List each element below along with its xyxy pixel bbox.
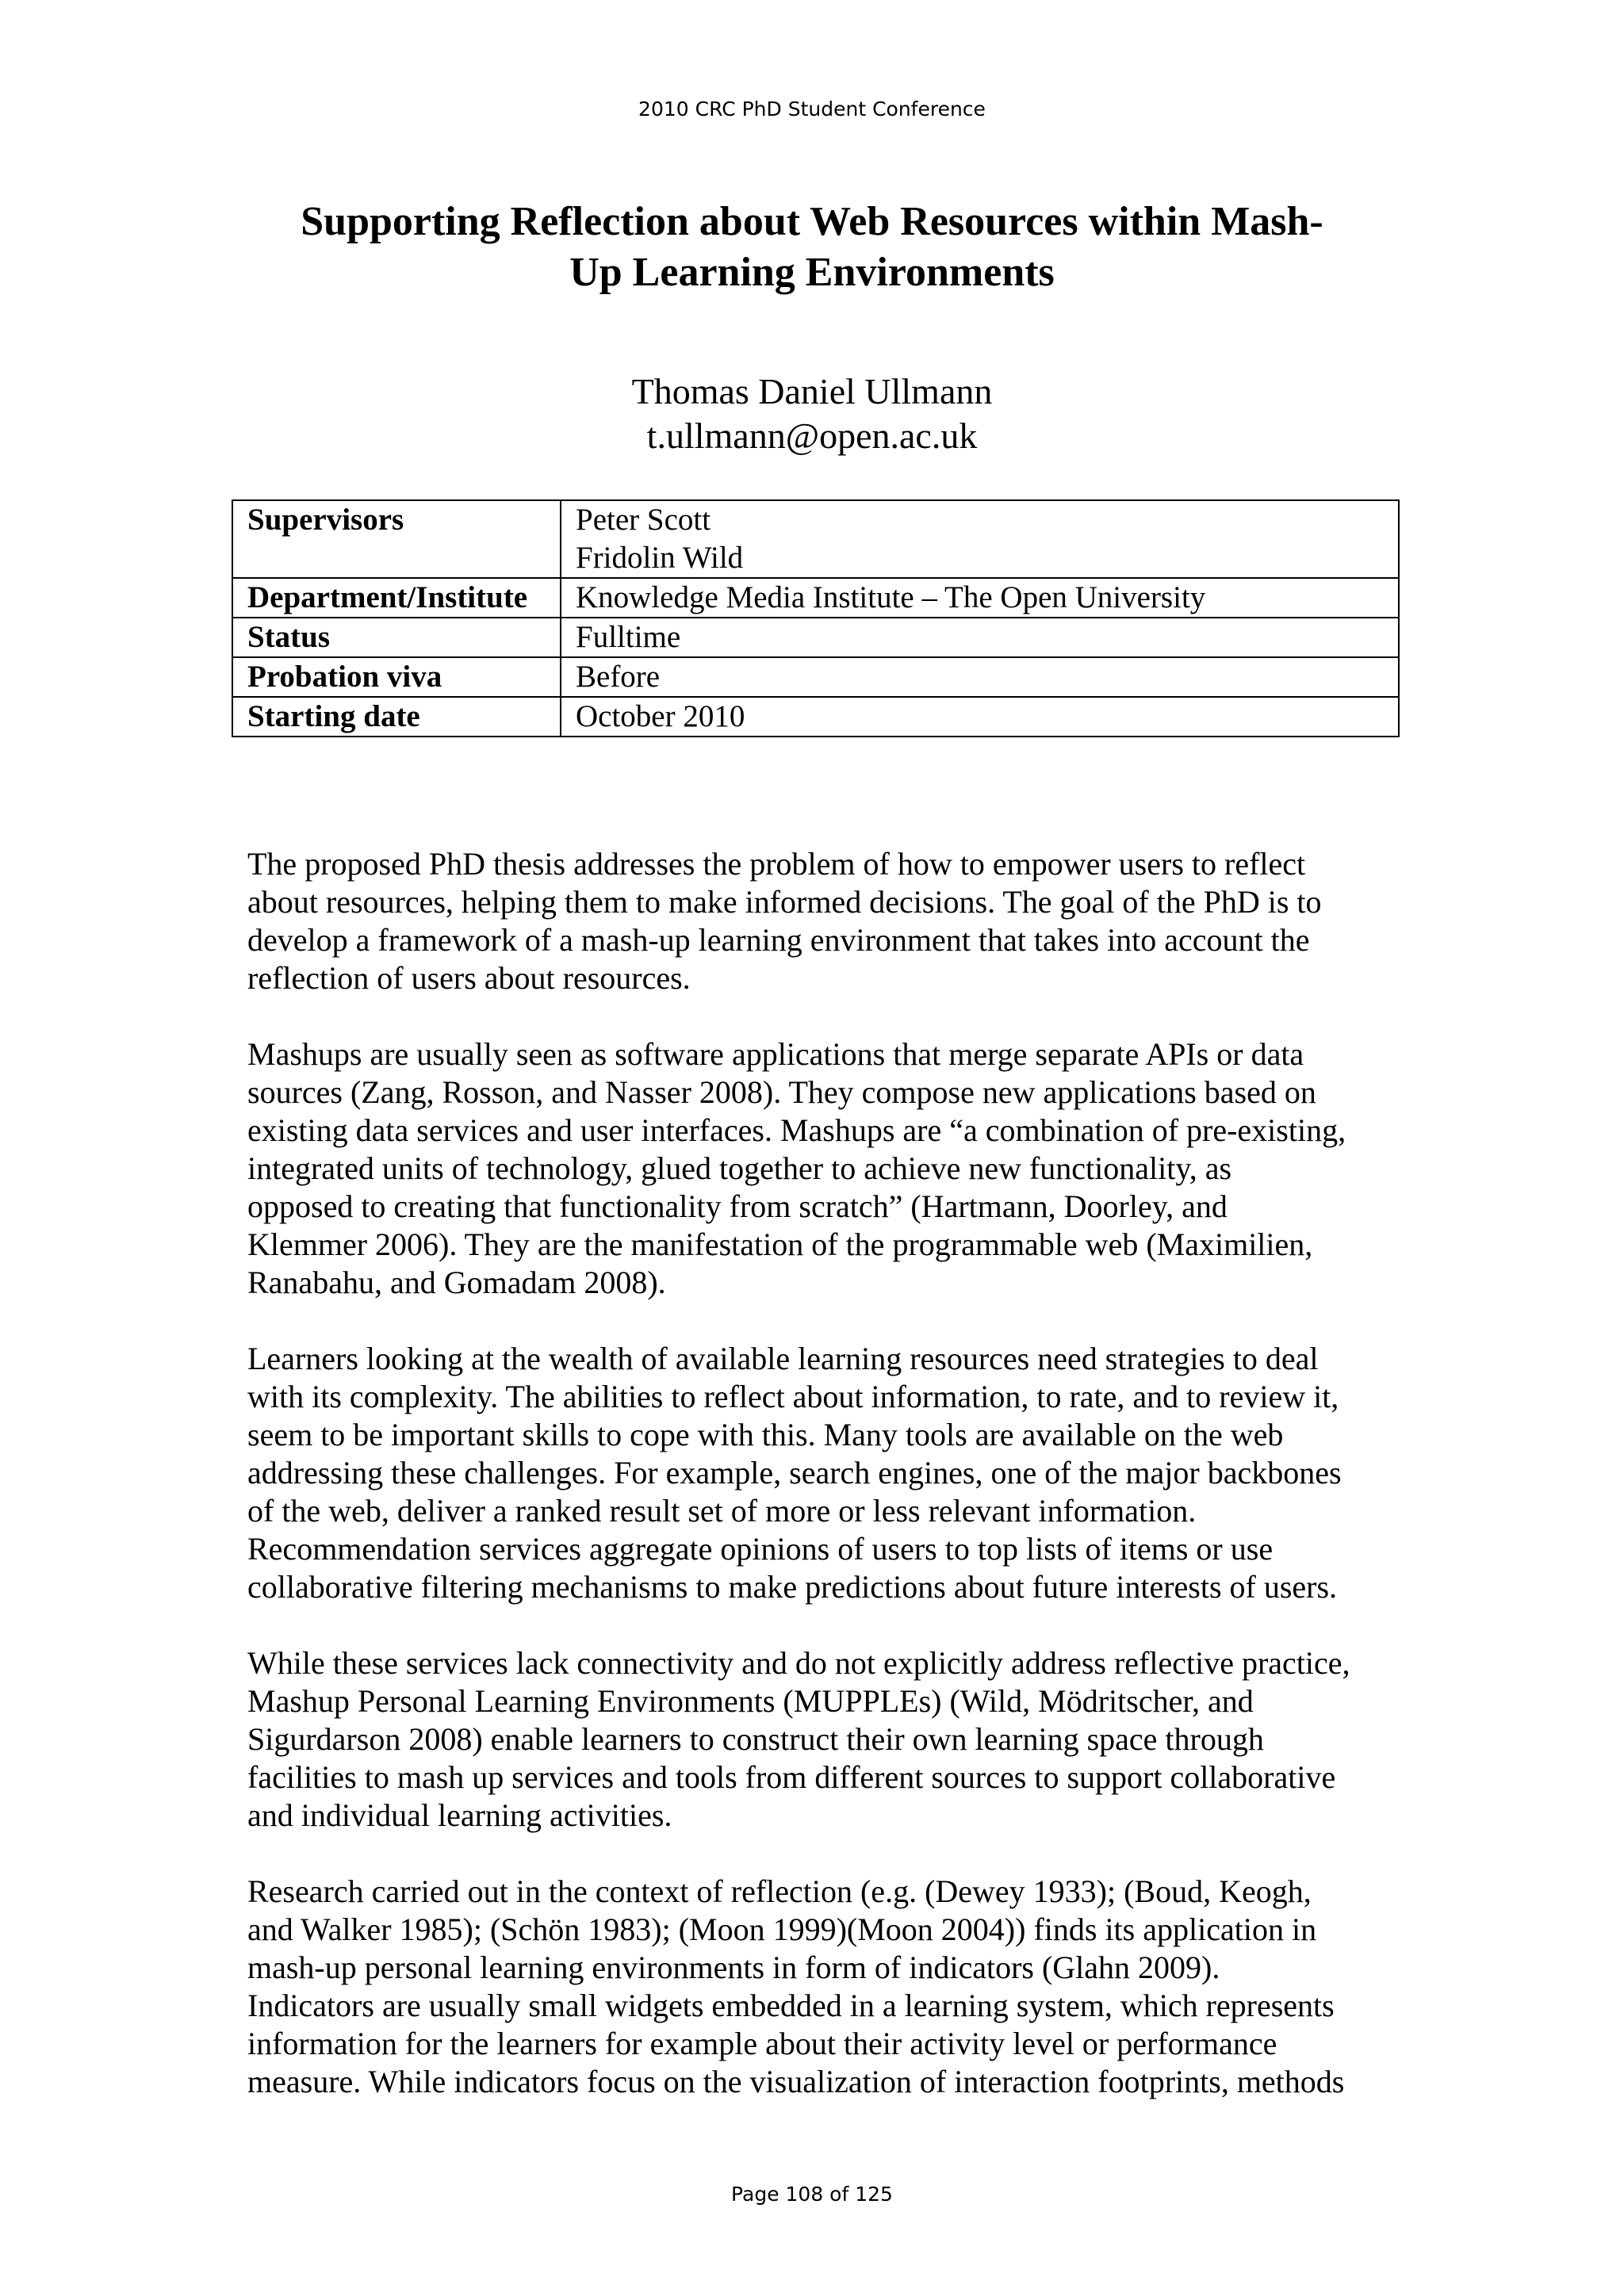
text-line: measure. While indicators focus on the visualization of interaction footprints, methods — [247, 2064, 1345, 2099]
text-line: Ranabahu, and Gomadam 2008). — [247, 1265, 666, 1300]
row-label: Probation viva — [232, 657, 561, 697]
text-line: reflection of users about resources. — [247, 960, 691, 996]
text-line: existing data services and user interfaces. Mashups are “a combination of pre-existing, — [247, 1112, 1346, 1148]
text-line: facilities to mash up services and tools from different sources to support collaborative — [247, 1759, 1336, 1795]
row-label: Status — [232, 618, 561, 657]
text-line: sources (Zang, Rosson, and Nasser 2008). They compose new applications based on — [247, 1074, 1316, 1110]
text-line: seem to be important skills to cope with this. Many tools are available on the web — [247, 1417, 1284, 1452]
paragraph — [247, 1340, 1405, 1606]
page-number: Page 108 of 125 — [731, 2183, 893, 2206]
text-line: and Walker 1985); (Schön 1983); (Moon 1999)(Moon 2004)) finds its application in — [247, 1911, 1317, 1947]
supervisor-name: Fridolin Wild — [576, 541, 744, 575]
text-line: develop a framework of a mash-up learning environment that takes into account the — [247, 922, 1310, 958]
body-text — [247, 845, 1405, 2139]
supervisor-name: Peter Scott — [576, 503, 711, 537]
info-table — [232, 499, 1400, 737]
paper-title — [230, 197, 1394, 298]
text-line: about resources, helping them to make informed decisions. The goal of the PhD is to — [247, 884, 1322, 920]
text-line: collaborative filtering mechanisms to make predictions about future interests of users. — [247, 1569, 1338, 1605]
table-row — [232, 500, 1399, 578]
text-line: The proposed PhD thesis addresses the problem of how to empower users to reflect — [247, 846, 1306, 882]
text-line: addressing these challenges. For example, search engines, one of the major backbones — [247, 1455, 1342, 1490]
row-value — [561, 500, 1399, 578]
table-row — [232, 618, 1399, 657]
text-line: with its complexity. The abilities to reflect about information, to rate, and to review it, — [247, 1379, 1339, 1414]
row-label: Supervisors — [232, 500, 561, 578]
text-line: Mashup Personal Learning Environments (MUPPLEs) (Wild, Mödritscher, and — [247, 1683, 1254, 1719]
text-line: Recommendation services aggregate opinions of users to top lists of items or use — [247, 1531, 1274, 1567]
text-line: Klemmer 2006). They are the manifestation of the programmable web (Maximilien, — [247, 1226, 1313, 1262]
table-row — [232, 578, 1399, 618]
text-line: mash-up personal learning environments in form of indicators (Glahn 2009). — [247, 1950, 1220, 1985]
paragraph — [247, 1873, 1405, 2101]
text-line: and individual learning activities. — [247, 1797, 672, 1833]
text-line: Indicators are usually small widgets embedded in a learning system, which represents — [247, 1988, 1335, 2023]
text-line: Research carried out in the context of reflection (e.g. (Dewey 1933); (Boud, Keogh, — [247, 1873, 1312, 1909]
text-line: of the web, deliver a ranked result set of more or less relevant information. — [247, 1493, 1197, 1529]
text-line: Mashups are usually seen as software applications that merge separate APIs or data — [247, 1036, 1304, 1072]
author-name: Thomas Daniel Ullmann — [631, 371, 993, 411]
paragraph — [247, 1035, 1405, 1302]
row-label: Department/Institute — [232, 578, 561, 618]
title-line: Up Learning Environments — [569, 250, 1055, 295]
paragraph — [247, 845, 1405, 997]
title-line: Supporting Reflection about Web Resources within Mash- — [301, 199, 1323, 244]
author-email: t.ullmann@open.ac.uk — [646, 415, 978, 456]
author-block — [0, 369, 1624, 458]
paragraph — [247, 1644, 1405, 1835]
running-header: 2010 CRC PhD Student Conference — [638, 98, 986, 121]
text-line: Sigurdarson 2008) enable learners to construct their own learning space through — [247, 1721, 1264, 1757]
text-line: information for the learners for example about their activity level or performance — [247, 2026, 1277, 2061]
row-value: Knowledge Media Institute – The Open University — [561, 578, 1399, 618]
text-line: integrated units of technology, glued together to achieve new functionality, as — [247, 1150, 1232, 1186]
table-row — [232, 697, 1399, 737]
row-value: October 2010 — [561, 697, 1399, 737]
text-line: opposed to creating that functionality from scratch” (Hartmann, Doorley, and — [247, 1188, 1228, 1224]
text-line: While these services lack connectivity and do not explicitly address reflective practice, — [247, 1645, 1350, 1681]
row-label: Starting date — [232, 697, 561, 737]
row-value: Before — [561, 657, 1399, 697]
table-row — [232, 657, 1399, 697]
text-line: Learners looking at the wealth of available learning resources need strategies to deal — [247, 1341, 1319, 1376]
row-value: Fulltime — [561, 618, 1399, 657]
